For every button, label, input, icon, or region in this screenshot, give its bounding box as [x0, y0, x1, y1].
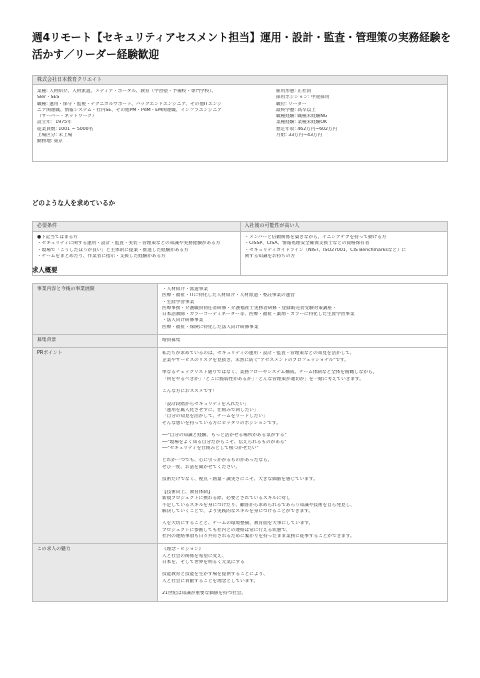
- job-row-line: 人を大切にすることと、チームの環境整備、教育面を大事にしています。: [162, 521, 314, 527]
- section-title-overview: 求人概要: [32, 266, 58, 274]
- job-row-value: [158, 348, 447, 543]
- job-row-line: 不足しているスキルを身につけたり、顧客から求められるであろう知識や技術を自ら発見し、: [162, 502, 355, 508]
- job-row: [33, 334, 447, 347]
- job-row-line: ・人材紹介・派遣事業: [162, 287, 208, 292]
- company-detail-line: 採用ポジション: 中途採用: [276, 95, 330, 101]
- job-row-line: ──"現場をよく知る自分だからこそ、伝えられるものがある": [162, 439, 287, 445]
- job-row-line: ・生涯学習事業: [162, 299, 195, 305]
- requirement-line: ・CISSP、CISA、情報処理安全確保支援士などの資格保有者: [244, 241, 370, 247]
- requirement-line: ●下記当てはまる方: [37, 235, 78, 240]
- company-detail-line: 雇用形態: 正社員: [276, 89, 312, 94]
- company-detail-line: ニア関連職、情報システム・社内SE、その他PM・PdM・EM関連職、インフラエンジニア: [37, 107, 222, 113]
- job-row-line: 【技術向上、教育体制】: [162, 489, 213, 495]
- company-details-right: [276, 89, 446, 139]
- requirement-line: ・チームをまとめたり、作業者に指示・支援した経験がある方: [37, 253, 166, 259]
- company-details: [33, 85, 447, 145]
- job-row-label: この求人の魅力: [33, 544, 158, 600]
- job-row-line: 新規プロジェクトに携わる際、必要とされているスキルに対し: [162, 496, 291, 502]
- job-row-line: そんな想いを持っている方にピッタリのポジションです。: [162, 420, 281, 426]
- job-row-line: 《理念・ビジョン》: [162, 547, 204, 553]
- want-header: 入社後の可能性が高い人: [244, 223, 300, 229]
- job-title: 週4リモート【セキュリティアセスメント担当】運用・設計・監査・管理策の実務経験を活かす／リーダー経験歓迎: [32, 32, 451, 61]
- job-row-line: 日本を、そして世界を明るく元気にする: [162, 559, 245, 565]
- job-row-line: 社内の連絡事項も日々共有されるために繋がりを持ったまま業務に従事することができます。: [162, 533, 355, 539]
- job-row-line: ──"自分の知識と経験、もっと活かせる場所がある気がする": [162, 433, 287, 439]
- job-row-line: 医療・福祉・ITに特化した人材紹介・人材派遣・委託事業の運営: [162, 293, 295, 299]
- requirement-line: ・セキュリティガイドライン（NIST、ISO27001、CIS Benchmarksなど）に: [244, 247, 407, 253]
- job-row-line: 「自分の知見を活かして、チームをリードしたい」: [162, 414, 268, 420]
- company-details-left: [37, 89, 242, 146]
- job-row-line: 人と社会の関係を希望に変え、: [162, 553, 227, 559]
- requirements-body: [33, 232, 447, 276]
- job-row-line: 単なるチェックリスト通りではなく、業務フローやシステム構成、チーム体制など全体を俯瞰しながら、: [162, 370, 378, 376]
- job-row-line: 人と社会に貢献することを理念としています。: [162, 578, 259, 584]
- job-row-line: 「運用を属人化させずに、仕組みで回したい」: [162, 408, 259, 414]
- job-row-line: 医療・福祉・保険に特化した法人向け研修事業: [162, 324, 259, 330]
- must-requirements: [33, 232, 241, 276]
- requirement-line: ・メンバーと信頼関係を築きながら、イニシアチブを持って動ける方: [244, 235, 387, 240]
- job-row-value: [158, 284, 447, 334]
- preferred-requirements: [241, 232, 448, 276]
- requirement-line: ・現場で「こうしたほうが良い」と主体的に提案・推進した経験がある方: [37, 247, 189, 253]
- company-detail-line: 業種: 人材紹介、人材派遣、メディア・ポータル、教育（学習塾・予備校・専門学校）、: [37, 89, 217, 94]
- company-detail-line: SIer・SES: [37, 95, 60, 101]
- job-row-line: 技術だけでなく、視点・熱量・誠実さにこそ、大きな価値を感じています。: [162, 477, 318, 483]
- company-detail-line: 設立年：1975年: [37, 120, 72, 126]
- company-detail-line: （サーバー・ネットワーク）: [37, 114, 97, 120]
- job-row-label: 事業内容と今後の事業展開: [33, 284, 158, 334]
- job-row: [33, 347, 447, 543]
- job-row-value: [158, 335, 447, 347]
- requirement-line: 関する知識をお持ちの方: [244, 253, 296, 259]
- job-row-line: 増員募集: [162, 338, 181, 344]
- job-row-line: ぜひ一度、お話を聞かせてください。: [162, 464, 241, 470]
- job-row-line: 医療事務・介護職員初任者研修・介護福祉士実務者研修・登録販売者受験対策講座・: [162, 305, 337, 311]
- job-row-label: 募集背景: [33, 335, 158, 347]
- company-detail-line: 勤務地: 東京: [37, 139, 63, 145]
- company-detail-line: 想定年収: 462万円~602万円: [276, 126, 338, 132]
- company-detail-line: 従業員数: 1001 ~ 5000名: [37, 126, 94, 132]
- company-detail-line: 業種経験: 業種未経験OK: [276, 120, 327, 126]
- job-overview-table: [32, 283, 448, 602]
- job-row-line: プロジェクトに参画しても社内との連絡は常に行える状態で、: [162, 527, 291, 533]
- company-name: 株式会社日本教育クリエイト: [33, 76, 447, 85]
- must-header: 必要条件: [33, 222, 241, 231]
- job-row-line: 「何をやるべきか」「どこに脆弱性があるか」「どんな管理策が適切か」を一緒に考えていきます。: [162, 376, 364, 382]
- company-detail-line: 上場区分: 未上場: [37, 133, 73, 139]
- job-row: [33, 284, 447, 334]
- company-detail-line: 月給: 33万円~43万円: [276, 133, 323, 139]
- job-row-line: どれか一つでも、心に引っかかるものがあったなら、: [162, 458, 273, 464]
- job-row-label: PRポイント: [33, 348, 158, 543]
- job-row-line: 技能教育と技能を生かす場を提供することにより、: [162, 572, 268, 578]
- requirements-table: [32, 221, 448, 276]
- job-row-line: ──"セキュリティを仕組みとして根づかせたい": [162, 445, 259, 451]
- section-title-seeking: どのような人を求めているか: [32, 199, 116, 207]
- job-row-line: ・法人向け研修事業: [162, 318, 204, 324]
- job-row-line: 私たちが求めているのは、セキュリティの運用・設計・監査・管理策などの知見を活かして、: [162, 351, 355, 357]
- requirement-line: ・セキュリティに関する運用・設計・監査・実装・管理策などの知識や実務経験がある方: [37, 241, 221, 247]
- company-detail-line: 職種: 運用・保守・監視・テクニカルサポート、バックエンドエンジニア、その他ITエンジ: [37, 101, 222, 107]
- company-detail-line: 最終学歴: 高卒以上: [276, 107, 316, 113]
- job-row: [33, 543, 447, 600]
- job-row-line: 「設計段階からセキュリティを入れたい」: [162, 401, 249, 407]
- job-row-value: [158, 544, 447, 600]
- company-info-box: [32, 75, 448, 162]
- company-detail-line: 職種経験: 職種未経験NG: [276, 114, 328, 120]
- job-row-line: 企業やサービスのリスクを見抜き、未然に防ぐ"アセスメントのプロフェッショナル"です。: [162, 357, 349, 363]
- job-row-line: こんな方におススメです！: [162, 389, 218, 395]
- requirements-header: [33, 222, 447, 232]
- job-row-line: 解決していくことで、より実践的なスキルを身につけることができます。: [162, 508, 313, 514]
- job-row-line: 日本語教師・カラーコーディネーター等、医療・福祉・薬剤・カラーに特化した生涯学習事業: [162, 312, 355, 318]
- job-row-line: 21世紀は知識が重要な価値を持つ社会。: [162, 591, 246, 597]
- company-detail-line: 職位: リーダー: [276, 101, 307, 107]
